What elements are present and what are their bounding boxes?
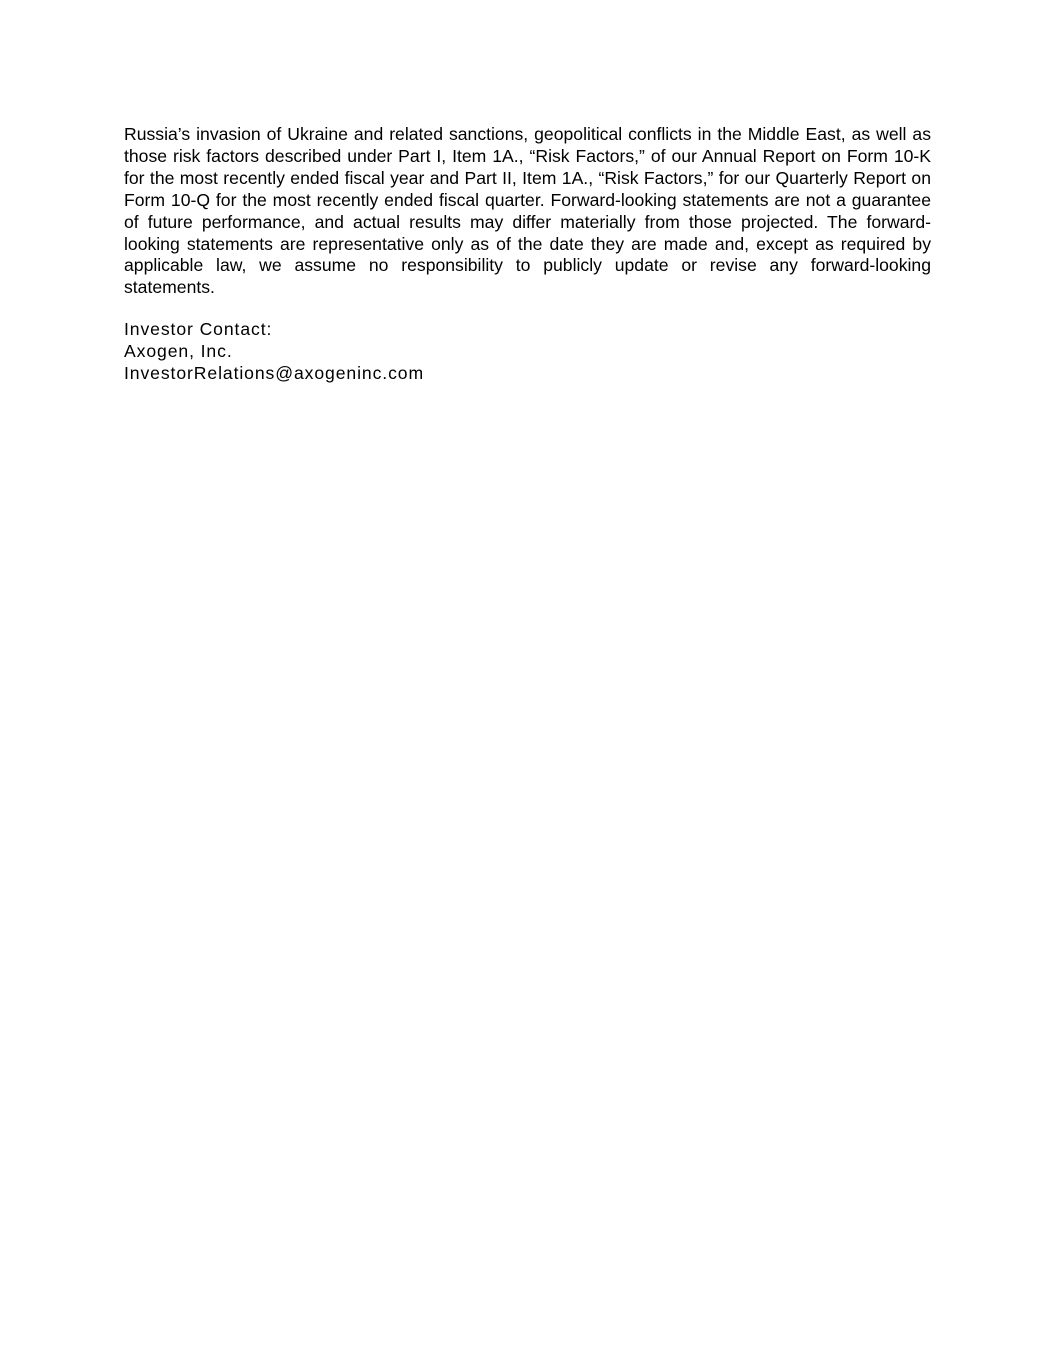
investor-contact-heading: Investor Contact: [124,319,273,339]
company-name: Axogen, Inc. [124,340,233,361]
investor-relations-email: InvestorRelations@axogeninc.com [124,362,425,383]
forward-looking-statements-paragraph: Russia’s invasion of Ukraine and related sanctions, geopolitical conflicts in the Middle East, as well as those risk factors described under Part I, Item 1A., “Risk Factors,” of our Annual Report on Form 10-K for the most recently ended fiscal year and Part II, Item 1A., “Risk Factors,” for our Quarterly Report on Form 10-Q for the most recently ended fiscal quarter. Forward-looking statements are not a guarantee of future performance, and actual results may differ materially from those projected. The forward-looking statements are representative only as of the date they are made and, except as required by applicable law, we assume no responsibility to publicly update or revise any forward-looking statements. [124,124,931,298]
investor-contact-block [124,319,724,385]
